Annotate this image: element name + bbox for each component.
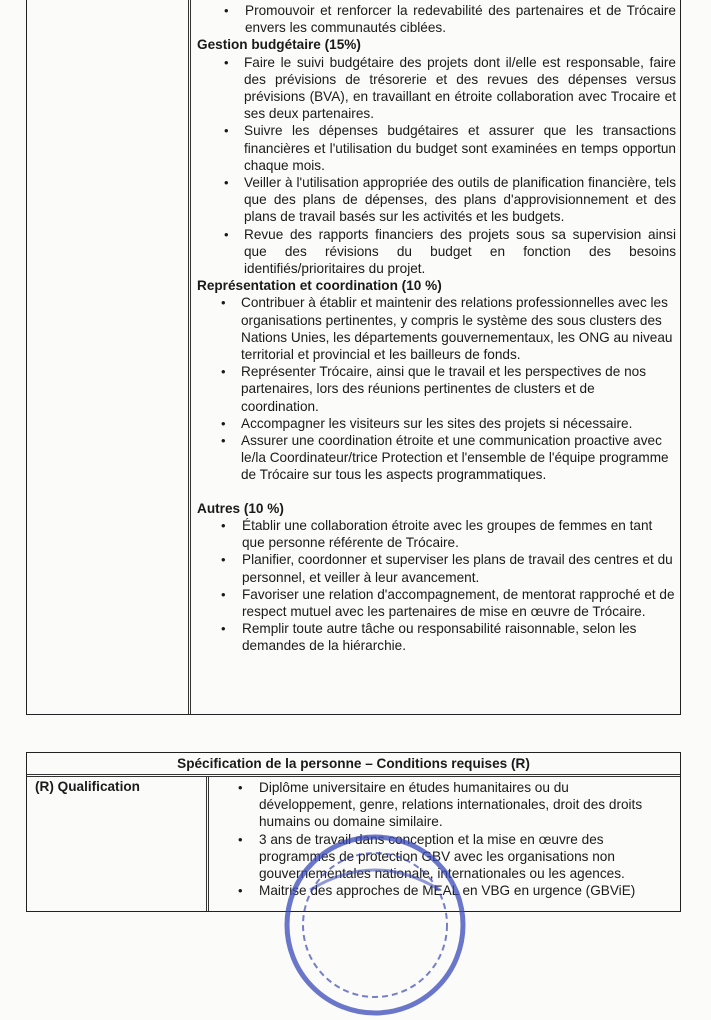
bullet-icon: • xyxy=(224,123,229,139)
bullet-icon: • xyxy=(238,780,243,795)
list-item: • Accompagner les visiteurs sur les sites des projets si nécessaire. xyxy=(221,415,633,431)
list-item: • 3 ans de travail dans conception et la mise en œuvre des programmes de protection GBV avec les organisations non gouvernementales nationale, internationales ou les agences. xyxy=(238,831,625,882)
budget-list xyxy=(197,54,676,278)
list-item: • Promouvoir et renforcer la redevabilité des partenaires et de Trócaire envers les communautés ciblées. xyxy=(224,3,676,36)
list-item: • Établir une collaboration étroite avec les groupes de femmes en tant que personne référente de Trócaire. xyxy=(221,517,653,551)
bullet-icon: • xyxy=(224,175,229,191)
list-item: • Diplôme universitaire en études humanitaires ou du développement, genre, relations internationales, droit des droits humains ou domaine similaire. xyxy=(238,780,643,830)
qualification-list xyxy=(213,779,658,899)
bullet-icon: • xyxy=(221,586,226,602)
list-item: • Maitrise des approches de MEAL en VBG en urgence (GBViE) xyxy=(238,883,636,899)
bullet-icon: • xyxy=(221,364,226,380)
intro-list xyxy=(197,2,676,36)
list-item: • Revue des rapports financiers des projets sous sa supervision ainsi que des révisions du budget en fonction des besoins identifiés/prioritaires du projet. xyxy=(224,226,676,277)
representation-heading: Représentation et coordination (10 %) xyxy=(197,278,442,294)
person-spec-table xyxy=(26,752,681,912)
list-item: • Suivre les dépenses budgétaires et assurer que les transactions financières et l'utilisation du budget sont examinées en temps opportun chaque mois. xyxy=(224,123,676,173)
list-item: • Remplir toute autre tâche ou responsabilité raisonnable, selon les demandes de la hiérarchie. xyxy=(221,621,637,654)
list-item: • Assurer une coordination étroite et une communication proactive avec le/la Coordinateur/trice Protection et l'ensemble de l'équipe programme de Trócaire sur tous les aspects programmatiques. xyxy=(221,433,669,483)
bullet-icon: • xyxy=(221,517,226,533)
bullet-icon: • xyxy=(221,552,226,568)
list-item: • Favoriser une relation d'accompagnement, de mentorat rapproché et de respect mutuel avec les partenaires de mise en œuvre de Trócaire. xyxy=(221,586,675,619)
bullet-icon: • xyxy=(221,433,226,449)
bullet-icon: • xyxy=(224,3,229,18)
qualification-cell xyxy=(213,779,658,899)
list-item: • Planifier, coordonner et superviser les plans de travail des centres et du personnel, et veiller à leur avancement. xyxy=(221,552,673,585)
bullet-icon: • xyxy=(224,226,229,242)
list-item: • Contribuer à établir et maintenir des relations professionnelles avec les organisations pertinentes, y compris le système des sous clusters des Nations Unies, les départements gouvernementaux, les ONG au niveau territorial et provincial et les bailleurs de fonds. xyxy=(221,295,673,363)
person-spec-title: Spécification de la personne – Conditions requises (R) xyxy=(27,753,680,777)
budget-heading: Gestion budgétaire (15%) xyxy=(197,37,361,53)
bullet-icon: • xyxy=(238,831,243,847)
bullet-icon: • xyxy=(221,295,226,311)
column-divider xyxy=(206,777,209,911)
representation-list xyxy=(197,294,676,483)
qualification-label: (R) Qualification xyxy=(35,779,140,794)
list-item: • Représenter Trócaire, ainsi que le travail et les perspectives de nos partenaires, lors des réunions pertinentes de clusters et de coordination. xyxy=(221,364,646,414)
list-item: • Veiller à l'utilisation appropriée des outils de planification financière, tels que des plans de dépenses, des plans d'approvisionnement et des plans de travail basés sur les activités et les budgets. xyxy=(224,175,676,225)
column-divider xyxy=(188,0,191,714)
others-heading: Autres (10 %) xyxy=(197,500,284,516)
list-item: • Faire le suivi budgétaire des projets dont il/elle est responsable, faire des prévisions de trésorerie et des revues des dépenses versus prévisions (BVA), en travaillant en étroite collaboration avec Trocaire et ses deux partenaires. xyxy=(224,54,676,122)
responsibilities-cell xyxy=(197,2,676,655)
bullet-icon: • xyxy=(221,415,226,431)
bullet-icon: • xyxy=(224,54,229,70)
others-list xyxy=(197,517,676,655)
bullet-icon: • xyxy=(221,621,226,637)
responsibilities-table xyxy=(26,0,681,715)
bullet-icon: • xyxy=(238,883,243,899)
